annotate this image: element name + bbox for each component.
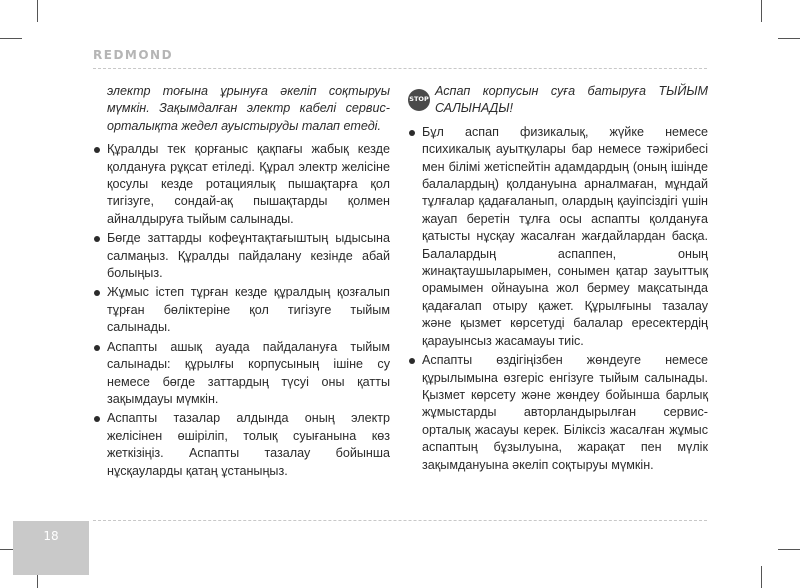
header-divider	[93, 68, 707, 69]
page-number: 18	[43, 529, 59, 543]
list-item: Бұл аспап физикалық, жүйке немесе психикалық ауытқулары бар немесе тәжірибесі мен білімі жетіспейтін адамдардың (оның ішінде балалардың) қолдануына арналмаған, мұндай тұлғалар қадағаланып, олардың қауіпсіздігі үшін жауап беретін тұлға осы аспапты қолдануға қатысты нұсқау жасалған жағдайлардан басқа. Балалардың аспаппен, оның жинақтаушыларымен, сонымен қатар зауыттық орамымен ойнауына жол бермеу мақсатында қадағалап отыру қажет. Құрылғыны тазалау және қызмет көрсетуді балалар ересектердің қарауынсыз жасамауы тиіс.	[408, 124, 708, 350]
crop-mark	[778, 38, 800, 39]
list-item: Аспапты тазалар алдында оның электр желісінен өшіріліп, толық суығанына көз жеткізіңіз. Аспапты тазалау бойынша нұсқауларды қатаң ұстаныңыз.	[93, 410, 390, 480]
stop-icon: STOP	[408, 89, 430, 111]
right-bullet-list	[408, 124, 708, 474]
page-number-box	[13, 521, 89, 575]
list-item: Жұмыс істеп тұрған кезде құралдың қозғалып тұрған бөліктеріне қол тигізуге тыйым салынады.	[93, 284, 390, 336]
crop-mark	[37, 0, 38, 22]
list-item: Құралды тек қорғаныс қақпағы жабық кезде қолдануға рұқсат етіледі. Құрал электр желісіне қосулы кезде ротациялық пышақтарға қол тигізуге, сондай-ақ пышақтарды қолмен айналдыруға тыйым салынады.	[93, 141, 390, 228]
brand-logo: REDMOND	[93, 48, 174, 62]
crop-mark	[778, 549, 800, 550]
list-item: Аспапты ашық ауада пайдалануға тыйым салынады: құрылғы корпусының ішіне су немесе бөгде заттардың түсуі оны қатты зақымдауы мүмкін.	[93, 339, 390, 409]
list-item: Аспапты өздігіңізбен жөндеуге немесе құрылымына өзгеріс енгізуге тыйым салынады. Қызмет көрсету және жөндеу бойынша барлық жұмыстарды авторландырылған сервис-орталық жасауы керек. Біліксіз жасалған жұмыс аспаптың бұзылуына, жарақат пен мүлік зақымдануына әкеліп соқтыруы мүмкін.	[408, 352, 708, 474]
left-bullet-list	[93, 141, 390, 480]
cable-warning-note: электр тоғына ұрынуға әкеліп соқтыруы мүмкін. Зақымдалған электр кабелі сервис-орталықта жедел ауыстыруды талап етеді.	[107, 84, 390, 133]
crop-mark	[761, 566, 762, 588]
list-item: Бөгде заттарды кофеұнтақтағыштың ыдысына салмаңыз. Құралды пайдалану кезінде абай болыңыз.	[93, 230, 390, 282]
right-column	[408, 83, 708, 476]
footer-divider	[93, 520, 707, 521]
left-column	[93, 83, 390, 482]
crop-mark	[0, 38, 22, 39]
stop-warning-text: Аспап корпусын суға батыруға ТЫЙЫМ САЛЫНАДЫ!	[435, 84, 708, 116]
stop-warning	[408, 83, 708, 118]
crop-mark	[761, 0, 762, 22]
